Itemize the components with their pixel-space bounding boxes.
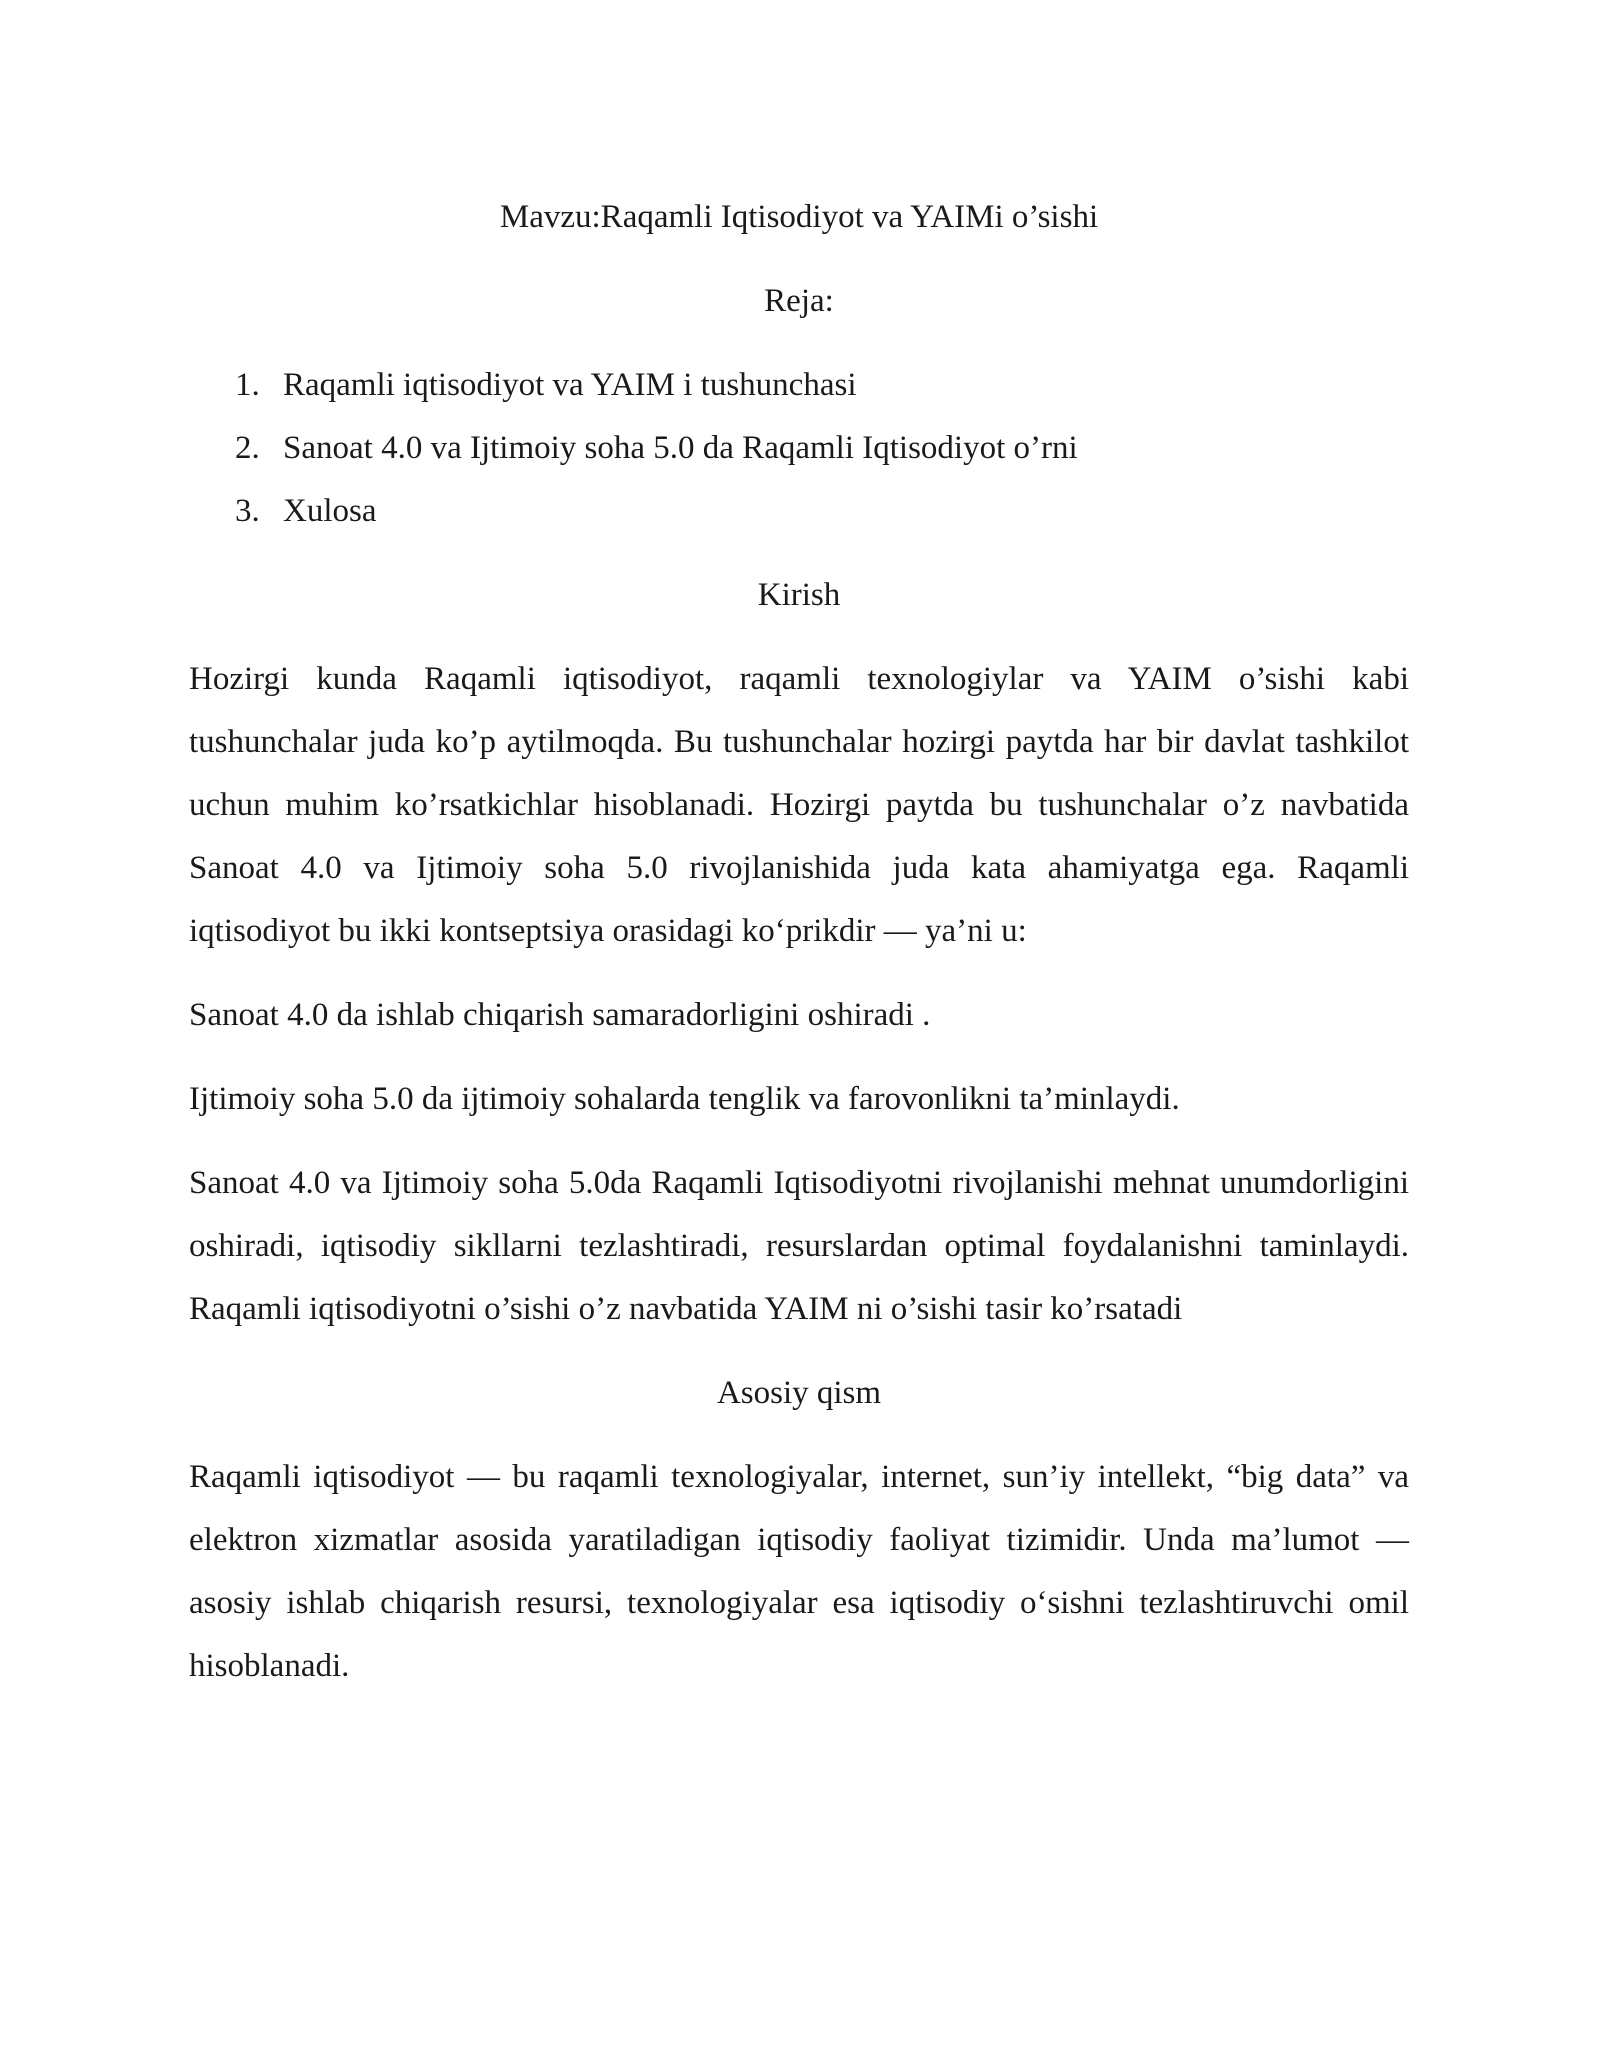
plan-item: [189, 354, 1409, 417]
main-heading: Asosiy qism: [716, 1375, 882, 1411]
plan-heading: Reja:: [764, 283, 834, 319]
plan-item: [189, 417, 1409, 480]
intro-paragraph: Sanoat 4.0 va Ijtimoiy soha 5.0da Raqamli Iqtisodiyotni rivojlanishi mehnat unumdorligini oshiradi, iqtisodiy sikllarni tezlashtiradi, resurslardan optimal foydalanishni taminlaydi. Raqamli iqtisodiyotni o’sishi o’z navbatida YAIM ni o’sishi tasir ko’rsatadi: [189, 1165, 1409, 1327]
document-title: Mavzu:Raqamli Iqtisodiyot va YAIMi o’sishi: [499, 199, 1099, 235]
plan-item: [189, 480, 1409, 543]
plan-item-text: Xulosa: [283, 493, 377, 529]
plan-item-text: Raqamli iqtisodiyot va YAIM i tushunchasi: [283, 367, 857, 403]
plan-list: [189, 354, 1409, 543]
intro-paragraph: Hozirgi kunda Raqamli iqtisodiyot, raqamli texnologiylar va YAIM o’sishi kabi tushunchalar juda ko’p aytilmoqda. Bu tushunchalar hozirgi paytda har bir davlat tashkilot uchun muhim ko’rsatkichlar hisoblanadi. Hozirgi paytda bu tushunchalar o’z navbatida Sanoat 4.0 va Ijtimoiy soha 5.0 rivojlanishida juda kata ahamiyatga ega. Raqamli iqtisodiyot bu ikki kontseptsiya orasidagi ko‘prikdir — ya’ni u:: [189, 661, 1409, 949]
intro-paragraph: Ijtimoiy soha 5.0 da ijtimoiy sohalarda tenglik va farovonlikni ta’minlaydi.: [189, 1081, 1180, 1117]
plan-item-number: 2.: [235, 430, 260, 466]
intro-heading: Kirish: [757, 577, 841, 613]
plan-item-text: Sanoat 4.0 va Ijtimoiy soha 5.0 da Raqamli Iqtisodiyot o’rni: [283, 430, 1078, 466]
plan-item-number: 3.: [235, 493, 260, 529]
intro-paragraph: Sanoat 4.0 da ishlab chiqarish samaradorligini oshiradi .: [189, 997, 931, 1033]
plan-item-number: 1.: [235, 367, 260, 403]
document-page: [189, 186, 1409, 1719]
main-paragraph: Raqamli iqtisodiyot — bu raqamli texnologiyalar, internet, sun’iy intellekt, “big data” va elektron xizmatlar asosida yaratiladigan iqtisodiy faoliyat tizimidir. Unda ma’lumot — asosiy ishlab chiqarish resursi, texnologiyalar esa iqtisodiy o‘sishni tezlashtiruvchi omil hisoblanadi.: [189, 1459, 1409, 1684]
